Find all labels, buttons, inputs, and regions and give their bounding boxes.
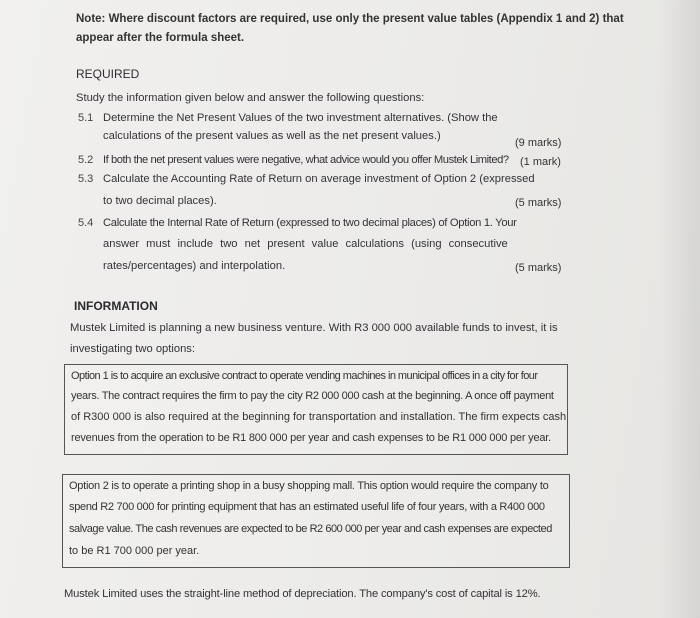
option-2-line-3: salvage value. The cash revenues are expected to be R2 600 000 per year and cash expenses are expected: [69, 523, 552, 535]
question-5-3-line-1: Calculate the Accounting Rate of Return on average investment of Option 2 (expressed: [103, 173, 535, 185]
note-line-2: appear after the formula sheet.: [76, 32, 245, 44]
required-intro: Study the information given below and answer the following questions:: [76, 92, 425, 104]
question-5-4-number: 5.4: [78, 217, 94, 229]
question-5-4-marks: (5 marks): [515, 262, 562, 274]
information-line-1: Mustek Limited is planning a new business venture. With R3 000 000 available funds to invest, it is: [70, 322, 558, 334]
question-5-1-line-1: Determine the Net Present Values of the two investment alternatives. (Show the: [103, 112, 498, 124]
question-5-3-line-2: to two decimal places).: [103, 195, 217, 207]
question-5-1-line-2: calculations of the present values as well as the net present values.): [103, 130, 441, 142]
option-2-line-2: spend R2 700 000 for printing equipment that has an estimated useful life of four years, with a R400 000: [69, 501, 545, 513]
question-5-4-line-3: rates/percentages) and interpolation.: [103, 260, 286, 272]
option-1-box: [64, 364, 568, 455]
question-5-4-line-1: Calculate the Internal Rate of Return (expressed to two decimal places) of Option 1. Your: [103, 217, 517, 229]
information-line-2: investigating two options:: [70, 343, 196, 355]
option-1-line-4: revenues from the operation to be R1 800 000 per year and cash expenses to be R1 000 000 per year.: [71, 432, 552, 444]
question-5-3-marks: (5 marks): [515, 197, 562, 209]
option-1-line-2: years. The contract requires the firm to pay the city R2 000 000 cash at the beginning. A once off payment: [71, 390, 554, 402]
question-5-4-line-2: answer must include two net present value calculations (using consecutive: [103, 238, 508, 250]
required-heading: REQUIRED: [76, 67, 140, 81]
question-5-1-marks: (9 marks): [515, 137, 562, 149]
question-5-1-number: 5.1: [78, 112, 94, 124]
option-2-line-4: to be R1 700 000 per year.: [69, 545, 200, 557]
option-2-line-1: Option 2 is to operate a printing shop in a busy shopping mall. This option would require the company to: [69, 480, 549, 492]
option-2-box: [62, 474, 570, 568]
footer-statement: Mustek Limited uses the straight-line method of depreciation. The company's cost of capital is 12%.: [64, 588, 541, 600]
note-line-1: Note: Where discount factors are required, use only the present value tables (Appendix 1 and 2) that: [76, 13, 624, 25]
question-5-2-line-1: If both the net present values were negative, what advice would you offer Mustek Limited?: [103, 154, 509, 166]
information-heading: INFORMATION: [74, 299, 158, 313]
option-1-line-3: of R300 000 is also required at the beginning for transportation and installation. The firm expects cash: [71, 411, 567, 423]
question-5-2-number: 5.2: [78, 154, 94, 166]
question-5-2-marks: (1 mark): [520, 156, 561, 168]
page-shadow: [660, 0, 700, 618]
option-1-line-1: Option 1 is to acquire an exclusive contract to operate vending machines in municipal offices in a city for four: [71, 370, 538, 382]
question-5-3-number: 5.3: [78, 173, 94, 185]
